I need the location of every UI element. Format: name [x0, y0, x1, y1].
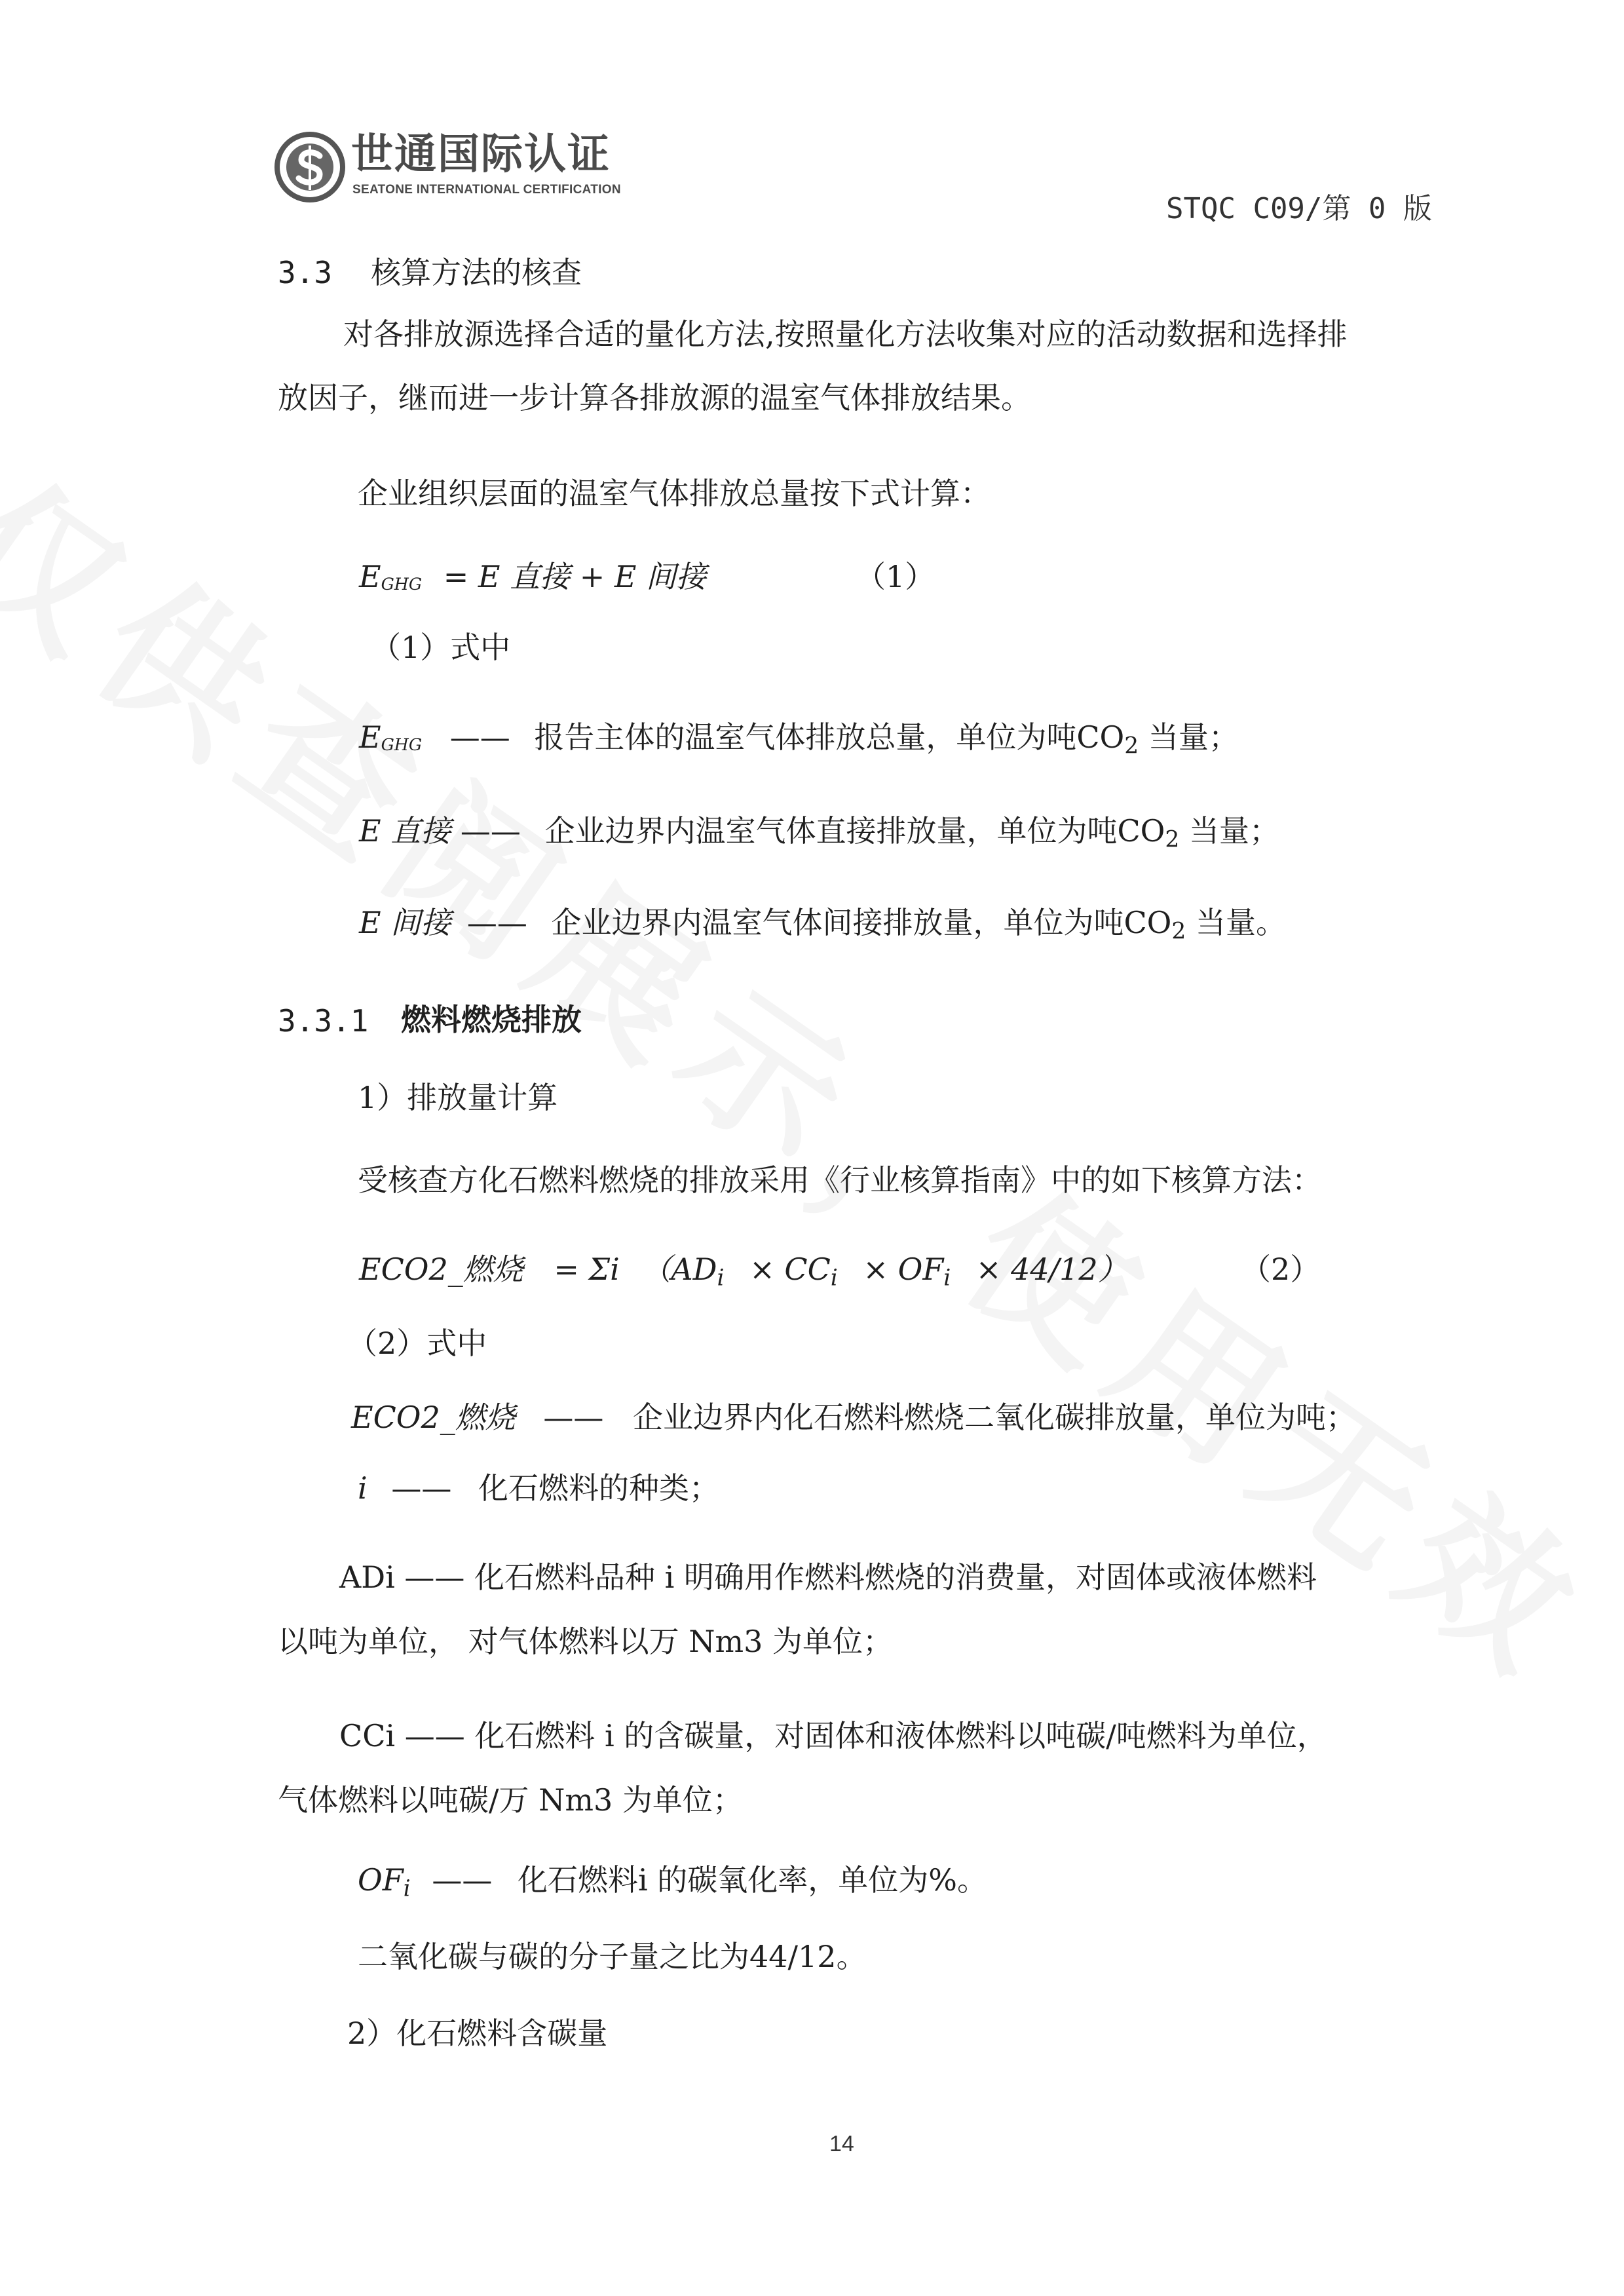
definition-subscript: i	[403, 1875, 411, 1902]
formula-term: × CC	[749, 1252, 831, 1287]
definition-line	[358, 1862, 987, 1902]
section-title: 核算方法的核查	[371, 255, 582, 290]
definition-line: CCi —— 化石燃料 i 的含碳量，对固体和液体燃料以吨碳/吨燃料为单位，	[339, 1718, 1327, 1753]
formula-term: × OF	[863, 1252, 944, 1287]
formula-subscript: i	[717, 1265, 725, 1292]
definition-tail: 当量；	[1139, 719, 1239, 755]
definition-text: 化石燃料的种类；	[478, 1470, 719, 1506]
page-number: 14	[829, 2132, 854, 2156]
formula-intro: 企业组织层面的温室气体排放总量按下式计算：	[358, 476, 991, 511]
logo-english-name: SEATONE INTERNATIONAL CERTIFICATION	[352, 183, 621, 197]
definition-symbol: i	[358, 1470, 368, 1506]
logo-chinese-name: 世通国际认证	[351, 130, 611, 179]
formula-sum: = Σi	[554, 1252, 620, 1287]
definition-line	[358, 1470, 719, 1506]
document-code: STQC C09/第 0 版	[1166, 192, 1432, 225]
section-number: 3.3	[278, 255, 333, 290]
watermark-text	[0, 419, 1624, 1721]
formula-number: （2）	[1241, 1252, 1321, 1287]
definition-dash: ——	[391, 1470, 452, 1506]
definition-text: 企业边界内温室气体直接排放量，单位为吨CO	[544, 813, 1165, 849]
definition-dash: ——	[460, 813, 521, 849]
definition-co2-subscript: 2	[1124, 733, 1139, 759]
definition-text: 企业边界内化石燃料燃烧二氧化碳排放量，单位为吨；	[633, 1400, 1357, 1435]
formula-2	[359, 1254, 1128, 1290]
paragraph-line: 对各排放源选择合适的量化方法,按照量化方法收集对应的活动数据和选择排	[343, 316, 1348, 352]
definition-tail: 当量；	[1179, 813, 1279, 849]
subsection-title: 燃料燃烧排放	[401, 1002, 582, 1037]
method-intro: 受核查方化石燃料燃烧的排放采用《行业核算指南》中的如下核算方法：	[358, 1162, 1322, 1198]
definition-dash: ——	[449, 719, 510, 755]
definition-text: 企业边界内温室气体间接排放量，单位为吨CO	[551, 905, 1172, 940]
formula-subscript: i	[830, 1265, 838, 1292]
formula-subscript: GHG	[381, 574, 423, 594]
definition-line	[359, 719, 1239, 759]
definition-co2-subscript: 2	[1165, 826, 1180, 853]
where-label: （2）式中	[347, 1326, 487, 1361]
ratio-note: 二氧化碳与碳的分子量之比为44/12。	[358, 1939, 867, 1974]
formula-lhs: ECO2_燃烧	[359, 1252, 523, 1287]
definition-symbol: E 间接	[359, 905, 451, 940]
formula-close: × 44/12）	[975, 1252, 1128, 1287]
definition-symbol: E	[359, 719, 381, 755]
subsection-number: 3.3.1	[278, 1003, 369, 1039]
definition-text: 化石燃料i 的碳氧化率，单位为%。	[517, 1862, 987, 1898]
definition-line	[359, 905, 1286, 945]
formula-number: （1）	[856, 559, 935, 594]
formula-rhs: = E 直接 + E 间接	[443, 559, 707, 594]
company-logo	[274, 130, 621, 210]
formula-1	[359, 559, 707, 594]
seatone-emblem-icon	[274, 131, 346, 203]
formula-symbol: E	[359, 559, 381, 594]
definition-dash: ——	[543, 1400, 604, 1435]
definition-symbol: OF	[358, 1862, 404, 1898]
definition-tail: 当量。	[1186, 905, 1286, 940]
definition-symbol: ECO2_燃烧	[351, 1400, 516, 1435]
definition-line: 以吨为单位， 对气体燃料以万 Nm3 为单位；	[278, 1624, 894, 1659]
definition-co2-subscript: 2	[1171, 918, 1186, 945]
definition-line	[351, 1400, 1357, 1435]
definition-symbol: E 直接	[359, 813, 451, 849]
definition-dash: ——	[432, 1862, 493, 1898]
subheading: 2）化石燃料含碳量	[347, 2016, 608, 2051]
definition-dash: ——	[466, 905, 527, 940]
paragraph-line: 放因子，继而进一步计算各排放源的温室气体排放结果。	[278, 380, 1031, 415]
definition-line	[359, 813, 1279, 853]
definition-text: 报告主体的温室气体排放总量，单位为吨CO	[534, 719, 1125, 755]
definition-subscript: GHG	[381, 735, 423, 754]
formula-open: （AD	[641, 1252, 717, 1287]
definition-line: 气体燃料以吨碳/万 Nm3 为单位；	[278, 1782, 743, 1818]
definition-line: ADi —— 化石燃料品种 i 明确用作燃料燃烧的消费量，对固体或液体燃料	[339, 1559, 1317, 1595]
subheading: 1）排放量计算	[358, 1080, 558, 1115]
where-label: （1）式中	[371, 630, 511, 665]
formula-subscript: i	[943, 1265, 951, 1292]
